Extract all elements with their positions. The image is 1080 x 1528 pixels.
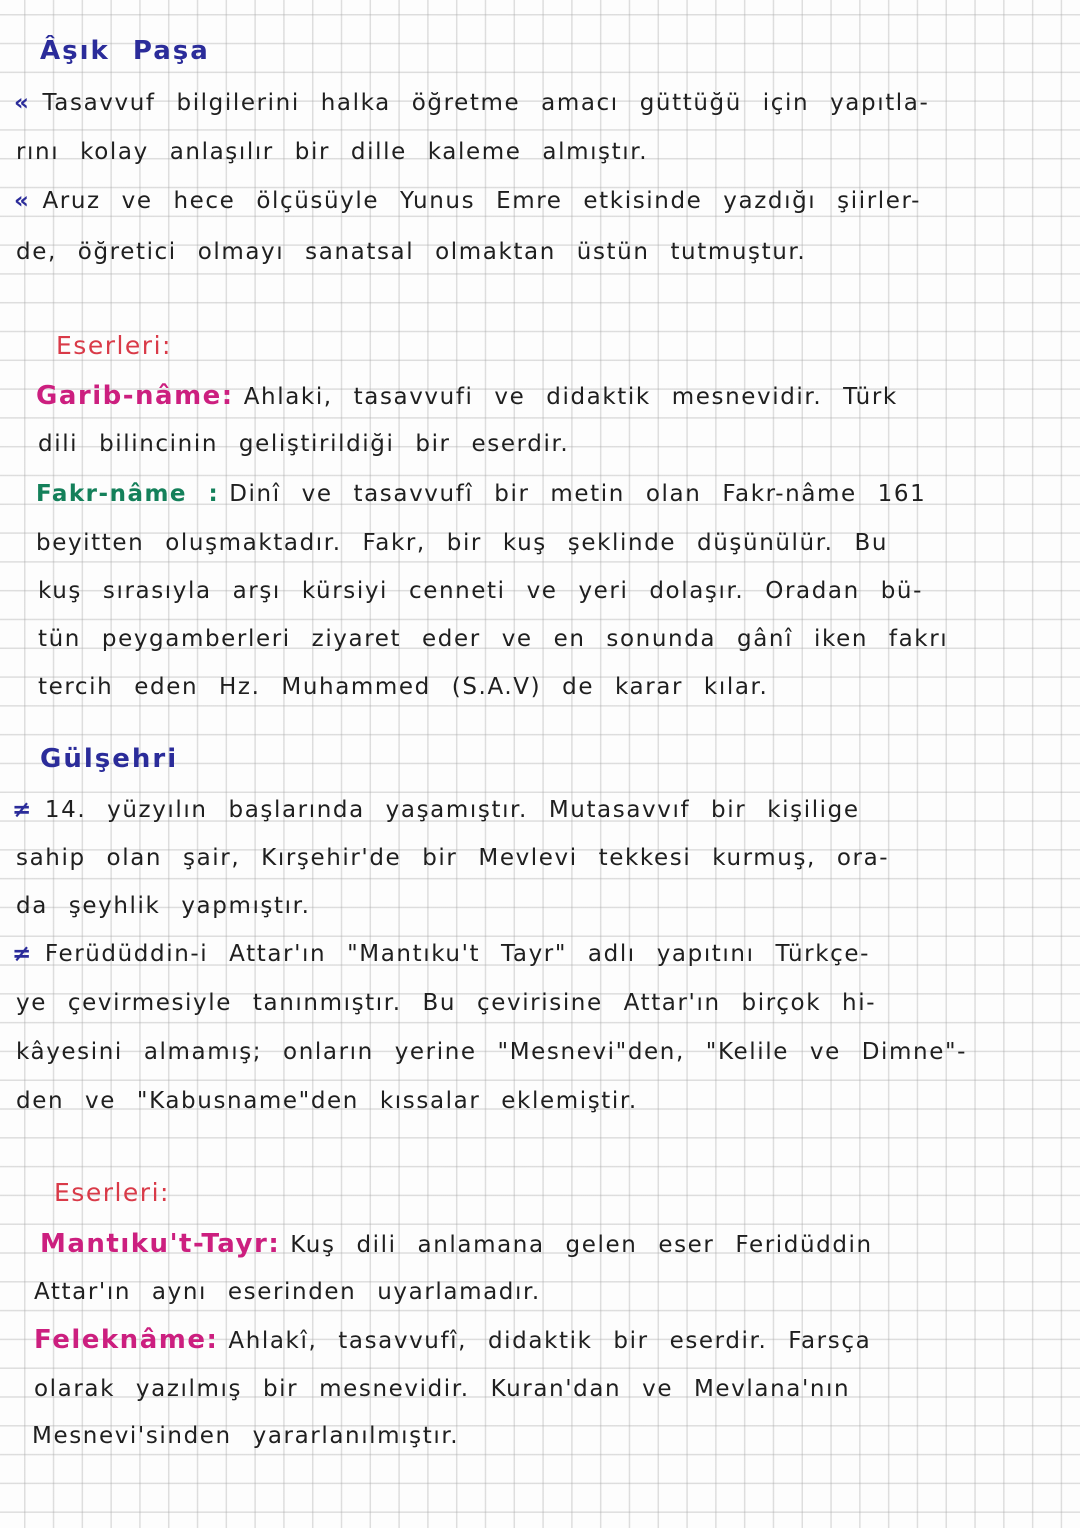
works-heading: Eserleri: <box>56 331 172 360</box>
work-entry-feleknama <box>34 1325 871 1356</box>
work-description: Mesnevi'sinden yararlanılmıştır. <box>32 1423 460 1449</box>
note-text: Aruz ve hece ölçüsüyle Yunus Emre etkisinde yazdığı şiirler- <box>42 188 922 214</box>
section-title-gulsehri: Gülşehri <box>40 744 179 774</box>
note-text: den ve "Kabusname"den kıssalar eklemiştir. <box>16 1088 638 1114</box>
bullet-line <box>14 88 929 118</box>
bullet-line <box>14 186 921 216</box>
work-description: Ahlakî, tasavvufî, didaktik bir eserdir. Farsça <box>228 1328 872 1354</box>
work-description: Kuş dili anlamana gelen eser Feridüddin <box>290 1232 873 1258</box>
note-text: Ferüdüddin-i Attar'ın "Mantıku't Tayr" adlı yapıtını Türkçe- <box>44 941 871 967</box>
work-term: Feleknâme: <box>34 1325 219 1355</box>
work-description: tün peygamberleri ziyaret eder ve en sonunda gânî iken fakrı <box>38 626 949 652</box>
work-description: tercih eden Hz. Muhammed (S.A.V) de karar kılar. <box>38 674 769 700</box>
note-text: kâyesini almamış; onların yerine "Mesnevi"den, "Kelile ve Dimne"- <box>16 1039 968 1065</box>
double-chevron-bullet-icon: « <box>14 188 31 214</box>
works-heading: Eserleri: <box>54 1178 170 1207</box>
work-entry-fakr-name <box>36 479 926 509</box>
work-entry-garib-name <box>36 381 898 412</box>
section-title-asik-pasa: Âşık Paşa <box>40 36 210 66</box>
work-term: Garib-nâme: <box>36 381 234 411</box>
work-term: Fakr-nâme : <box>36 481 220 507</box>
bullet-line <box>12 939 870 969</box>
work-description: olarak yazılmış bir mesnevidir. Kuran'dan ve Mevlana'nın <box>34 1376 851 1402</box>
work-description: dili bilincinin geliştirildiği bir eserdir. <box>38 431 570 457</box>
note-text: Tasavvuf bilgilerini halka öğretme amacı güttüğü için yapıtla- <box>42 90 930 116</box>
not-equal-bullet-icon: ≠ <box>12 941 33 967</box>
work-description: Ahlaki, tasavvufi ve didaktik mesnevidir. Türk <box>243 384 898 410</box>
work-description: beyitten oluşmaktadır. Fakr, bir kuş şeklinde düşünülür. Bu <box>36 530 889 556</box>
work-term: Mantıku't-Tayr: <box>40 1229 281 1259</box>
not-equal-bullet-icon: ≠ <box>12 797 33 823</box>
bullet-line <box>12 795 860 825</box>
note-text: de, öğretici olmayı sanatsal olmaktan üstün tutmuştur. <box>16 239 807 265</box>
note-text: 14. yüzyılın başlarında yaşamıştır. Mutasavvıf bir kişilige <box>44 797 860 823</box>
note-text: rını kolay anlaşılır bir dille kaleme almıştır. <box>16 139 649 165</box>
note-text: ye çevirmesiyle tanınmıştır. Bu çevirisine Attar'ın birçok hi- <box>16 990 877 1016</box>
work-description: kuş sırasıyla arşı kürsiyi cenneti ve yeri dolaşır. Oradan bü- <box>38 578 923 604</box>
note-text: da şeyhlik yapmıştır. <box>16 893 311 919</box>
note-text: sahip olan şair, Kırşehir'de bir Mevlevi tekkesi kurmuş, ora- <box>16 845 890 871</box>
work-entry-mantiku-t-tayr <box>40 1229 873 1260</box>
work-description: Attar'ın aynı eserinden uyarlamadır. <box>34 1279 541 1305</box>
work-description: Dinî ve tasavvufî bir metin olan Fakr-nâme 161 <box>229 481 927 507</box>
double-chevron-bullet-icon: « <box>14 90 31 116</box>
